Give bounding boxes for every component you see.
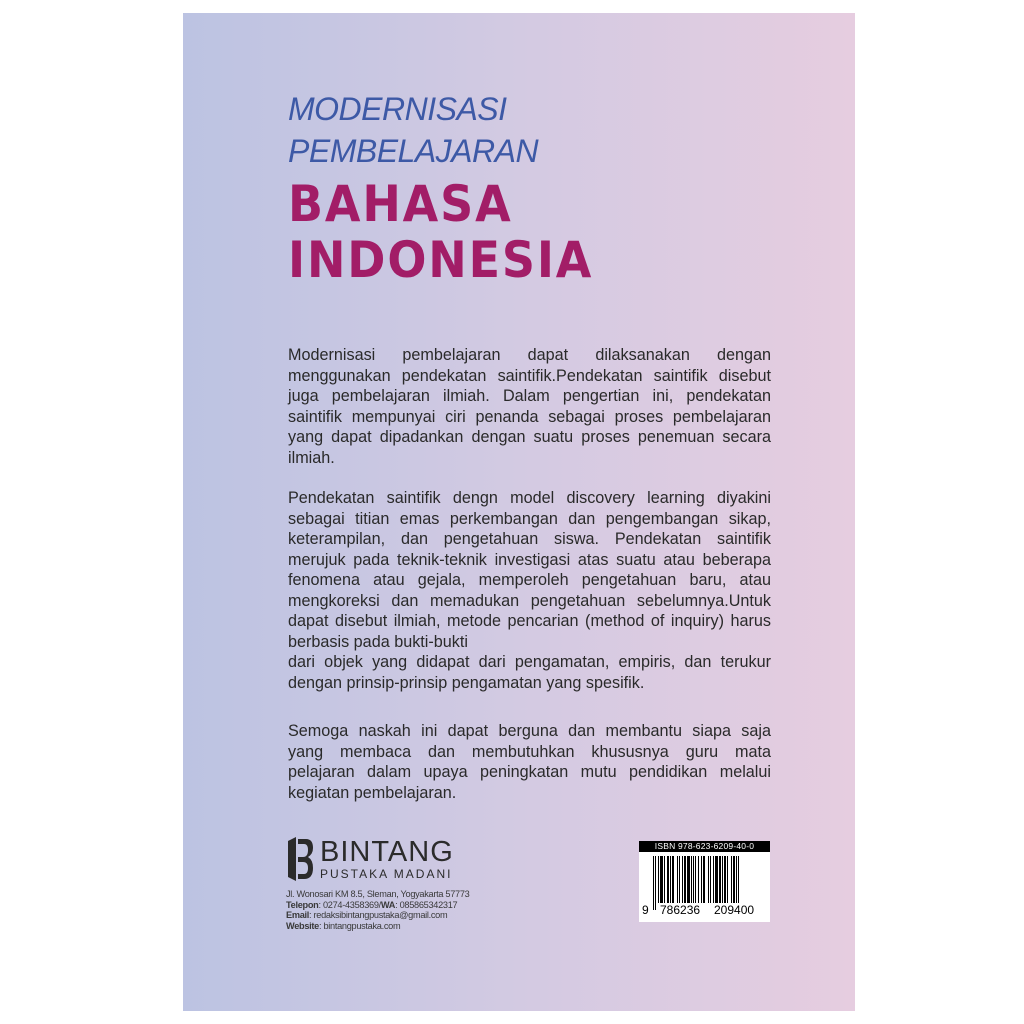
title-line-1: MODERNISASI (288, 91, 507, 127)
barcode-bar (677, 856, 678, 903)
barcode-bar (727, 856, 728, 903)
barcode-bar (664, 856, 665, 903)
publisher-phone-line (286, 900, 586, 911)
barcode-bar (691, 856, 692, 903)
publisher-info (286, 837, 586, 931)
barcode-bar (710, 856, 711, 903)
barcode-bar (682, 856, 683, 903)
publisher-contact (286, 889, 586, 931)
barcode-bar (695, 856, 696, 910)
publisher-brand-subtitle: PUSTAKA MADANI (320, 867, 453, 881)
barcode-bar (708, 856, 709, 903)
barcode-bar (715, 856, 718, 903)
barcode-bar (719, 856, 721, 903)
text-line: mengkoreksi dan memadukan pengetahuan sebelumnya.Untuk (288, 591, 771, 610)
barcode-bar (713, 856, 714, 903)
barcode-area (639, 852, 770, 922)
wa-label: WA (380, 899, 396, 910)
text-line: yang dapat dipadankan dengan suatu proses penemuan secara (288, 428, 771, 446)
barcode-digit-first: 9 (642, 903, 649, 917)
synopsis-paragraph-3 (288, 721, 771, 803)
isbn-barcode (639, 841, 770, 922)
synopsis-paragraph-2 (288, 488, 771, 693)
barcode-bar (667, 856, 669, 903)
text-line: fenomena atau gejala, memperoleh pengetahuan baru, atau (288, 571, 771, 589)
barcode-bar (698, 856, 699, 910)
barcode-bar (679, 856, 680, 903)
text-line: Modernisasi pembelajaran dapat dilaksanakan dengan (288, 346, 771, 364)
barcode-bar (658, 856, 659, 903)
barcode-bar (660, 856, 663, 903)
publisher-brand-name: BINTANG (320, 836, 454, 868)
email-label: Email (286, 910, 310, 921)
barcode-bar (653, 856, 654, 910)
text-line: juga pembelajaran ilmiah. Dalam pengertian ini, pendekatan (288, 387, 771, 405)
barcode-bar (703, 856, 705, 903)
barcode-bar (655, 856, 656, 910)
text-line: Pendekatan saintifik dengn model discovery learning diyakini (288, 489, 771, 507)
book-back-cover (183, 13, 855, 1011)
barcode-bar (684, 856, 686, 903)
text-line: berbasis pada bukti-bukti (288, 632, 468, 651)
synopsis-paragraph-1 (288, 345, 771, 468)
title-line-2: PEMBELAJARAN (288, 133, 539, 169)
text-line: Semoga naskah ini dapat berguna dan membantu siapa saja (288, 722, 771, 740)
text-line: saintifik mempunyai ciri penanda sebagai proses pembelajaran (288, 407, 771, 426)
title-line-4: INDONESIA (288, 231, 594, 289)
text-line: ilmiah. (288, 448, 335, 467)
text-line: keterampilan, dan pengetahuan siswa. Pendekatan saintifik (288, 530, 771, 548)
barcode-bar (738, 856, 739, 910)
publisher-address: Jl. Wonosari KM 8.5, Sleman, Yogyakarta 57773 (286, 889, 470, 899)
barcode-bar (672, 856, 674, 903)
book-title (288, 88, 808, 288)
barcode-digits-left: 786236 (660, 903, 701, 917)
barcode-bars (643, 856, 766, 910)
text-line: sebagai titian emas perkembangan dan pengembangan sikap, (288, 509, 771, 528)
website-label: Website (286, 920, 319, 931)
barcode-bar (724, 856, 726, 903)
text-line: kegiatan pembelajaran. (288, 783, 457, 802)
phone-label: Telepon (286, 899, 319, 910)
title-line-3: BAHASA (288, 175, 513, 233)
publisher-logo (286, 837, 586, 881)
email-value: : redaksibintangpustaka@gmail.com (309, 910, 448, 921)
text-line: dapat disebut ilmiah, metode pencarian (method of inquiry) harus (288, 612, 771, 630)
barcode-bar (701, 856, 702, 903)
text-line: pelajaran dalam upaya peningkatan mutu pendidikan melalui (288, 763, 771, 781)
text-line: yang membaca dan membutuhkan khususnya guru mata (288, 742, 771, 761)
bintang-b-logo-icon (286, 837, 314, 881)
text-line: menggunakan pendekatan saintifik.Pendekatan saintifik disebut (288, 366, 771, 385)
publisher-website-line (286, 921, 586, 932)
barcode-bar (736, 856, 737, 910)
barcode-bar (733, 856, 735, 903)
barcode-bar (687, 856, 690, 903)
publisher-email-line (286, 910, 586, 921)
phone-value: : 0274-4358369/ (318, 899, 381, 910)
text-line: dari objek yang didapat dari pengamatan, empiris, dan terukur (288, 653, 771, 671)
barcode-bar (731, 856, 732, 903)
wa-value: : 085865342317 (395, 899, 458, 910)
website-value: : bintangpustaka.com (318, 920, 401, 931)
barcode-bar (693, 856, 694, 903)
barcode-bar (722, 856, 723, 903)
isbn-label: ISBN 978-623-6209-40-0 (639, 841, 770, 852)
text-line: merujuk pada teknik-teknik investigasi atas suatu atau beberapa (288, 550, 771, 569)
barcode-digits-right: 209400 (714, 903, 755, 917)
barcode-digits (639, 903, 770, 919)
barcode-bar (670, 856, 671, 903)
synopsis (288, 345, 771, 823)
text-line: dengan prinsip-prinsip pengamatan yang spesifik. (288, 673, 645, 692)
